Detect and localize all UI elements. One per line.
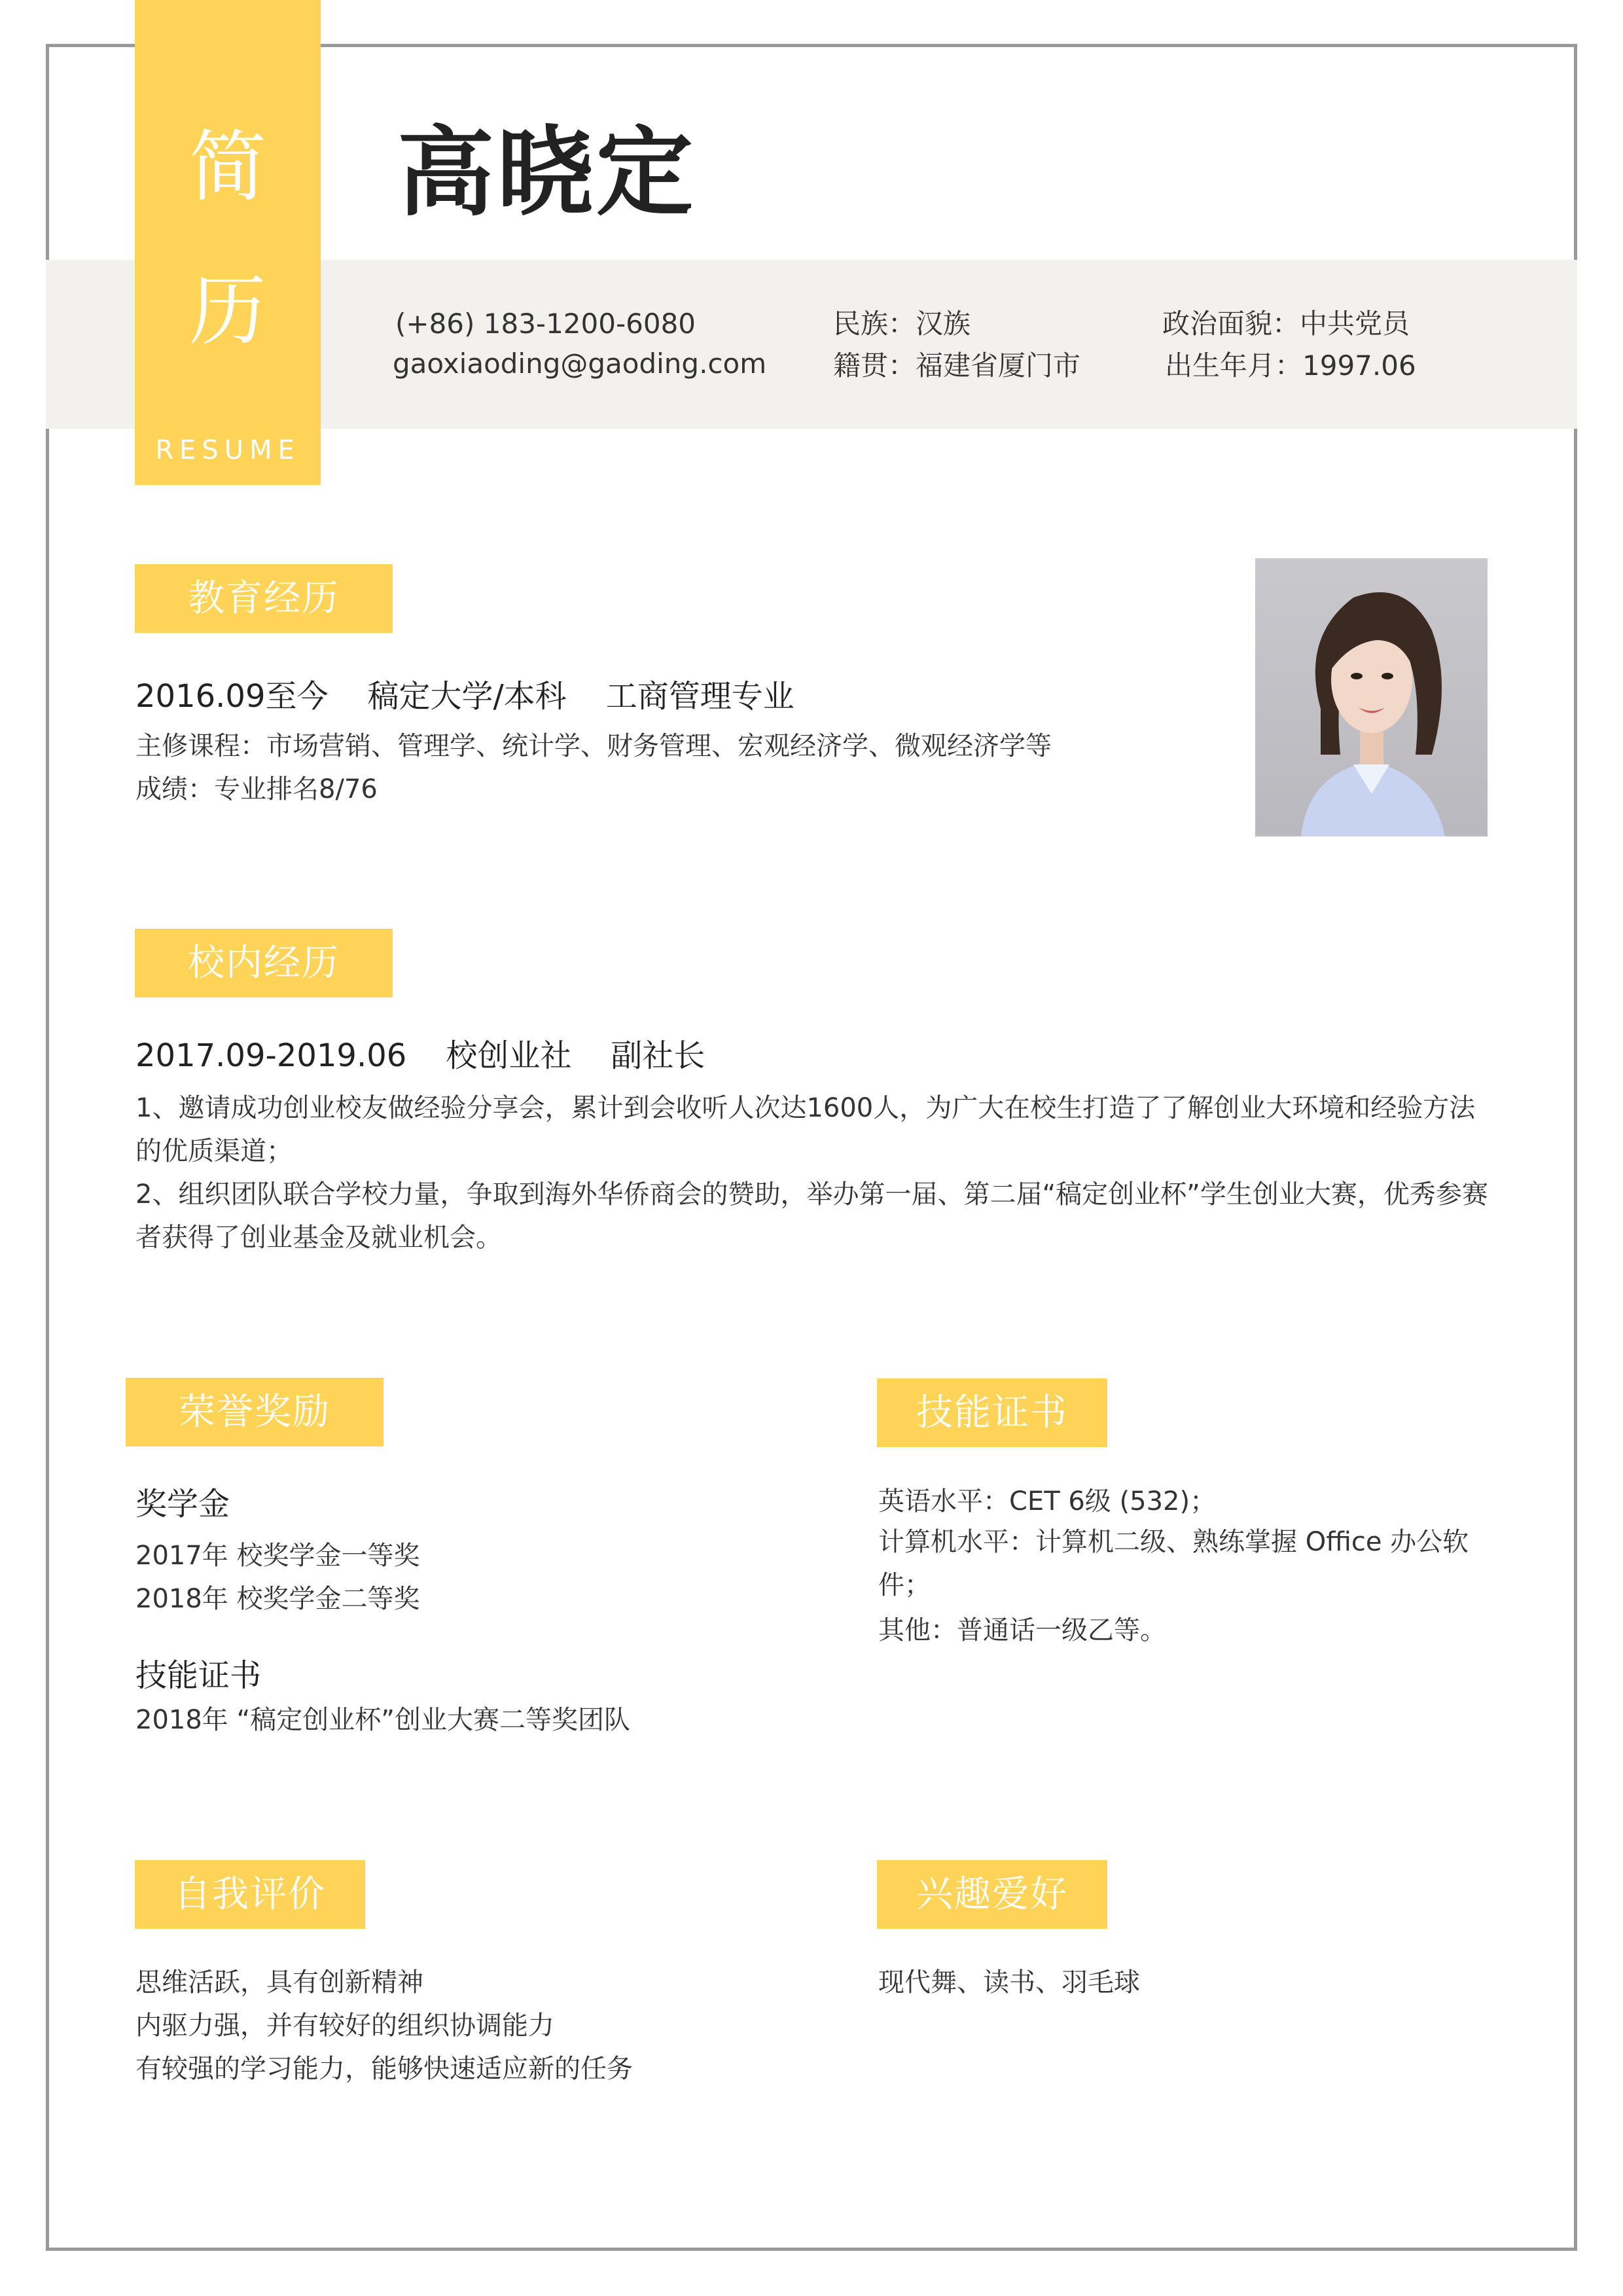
- tab-char-2: 历: [188, 266, 266, 356]
- self-eval-line-1: 思维活跃，具有创新精神: [135, 1967, 423, 1998]
- education-school: 稿定大学/本科: [367, 678, 567, 715]
- candidate-name: 高晓定: [397, 117, 696, 229]
- honors-line-3: 2018年 “稿定创业杯”创业大赛二等奖团队: [135, 1705, 630, 1735]
- phone-number: (+86) 183-1200-6080: [395, 308, 696, 340]
- education-period: 2016.09至今: [135, 678, 329, 715]
- profile-photo: [1255, 558, 1488, 836]
- campus-title-line: [135, 1037, 744, 1074]
- ethnicity: 民族：汉族: [833, 308, 971, 340]
- education-major: 工商管理专业: [605, 678, 794, 715]
- campus-item-1: 1、邀请成功创业校友做经验分享会，累计到会收听人次达1600人，为广大在校生打造了了解创业大环境和经验方法的优质渠道；: [135, 1093, 1476, 1166]
- education-heading: 教育经历: [135, 564, 393, 633]
- campus-org: 校创业社: [446, 1037, 572, 1074]
- skills-computer: 计算机水平：计算机二级、熟练掌握 Office 办公软件；: [878, 1527, 1469, 1600]
- email-address: gaoxiaoding@gaoding.com: [393, 348, 767, 380]
- campus-period: 2017.09-2019.06: [135, 1037, 407, 1074]
- honors-scholarship-title: 奖学金: [135, 1486, 230, 1522]
- honors-heading: 荣誉奖励: [126, 1378, 383, 1446]
- education-title-line: [135, 678, 834, 715]
- birth-date: 出生年月：1997.06: [1165, 350, 1416, 382]
- self-eval-heading: 自我评价: [135, 1860, 365, 1929]
- self-eval-line-3: 有较强的学习能力，能够快速适应新的任务: [135, 2054, 633, 2084]
- hobbies-heading: 兴趣爱好: [877, 1860, 1107, 1929]
- native-place: 籍贯：福建省厦门市: [833, 350, 1081, 382]
- self-eval-line-2: 内驱力强，并有较好的组织协调能力: [135, 2011, 554, 2041]
- resume-tab: [135, 0, 321, 485]
- tab-char-1: 简: [188, 122, 266, 212]
- skills-other: 其他：普通话一级乙等。: [878, 1615, 1166, 1645]
- political-status: 政治面貌：中共党员: [1162, 308, 1410, 340]
- skills-english: 英语水平：CET 6级 (532)；: [878, 1486, 1217, 1516]
- honors-line-2: 2018年 校奖学金二等奖: [135, 1584, 420, 1614]
- education-courses: 主修课程：市场营销、管理学、统计学、财务管理、宏观经济学、微观经济学等: [135, 731, 1052, 761]
- education-grade: 成绩：专业排名8/76: [135, 774, 378, 804]
- honors-certificate-title: 技能证书: [135, 1657, 262, 1694]
- hobbies-text: 现代舞、读书、羽毛球: [878, 1967, 1140, 1998]
- campus-role: 副社长: [611, 1037, 705, 1074]
- honors-line-1: 2017年 校奖学金一等奖: [135, 1541, 420, 1571]
- campus-item-2: 2、组织团队联合学校力量，争取到海外华侨商会的赞助，举办第一届、第二届“稿定创业杯”学生创业大赛，优秀参赛者获得了创业基金及就业机会。: [135, 1179, 1488, 1253]
- skills-heading: 技能证书: [877, 1378, 1107, 1447]
- campus-heading: 校内经历: [135, 929, 393, 997]
- tab-english-label: RESUME: [155, 435, 300, 465]
